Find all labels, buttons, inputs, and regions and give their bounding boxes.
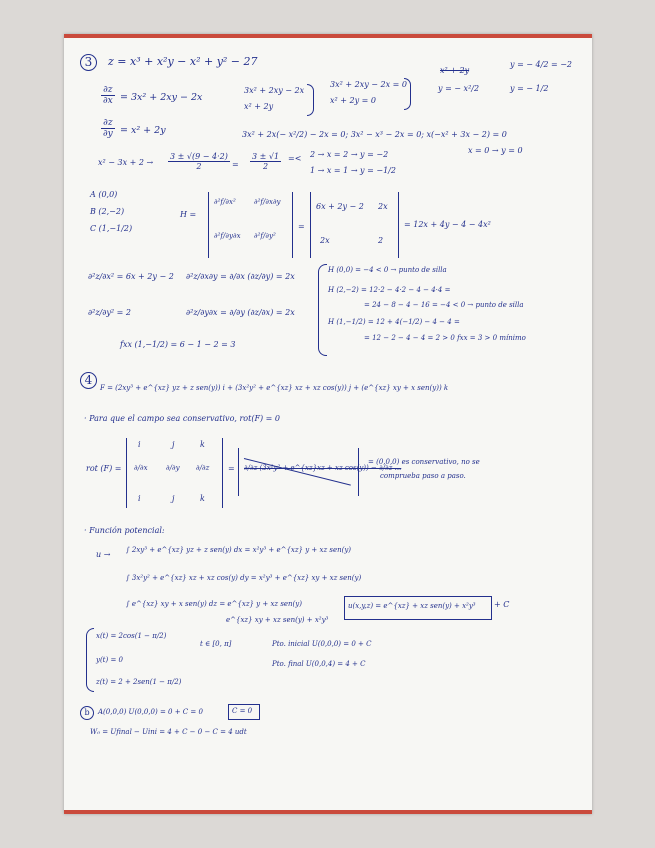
part-b-label: b bbox=[80, 706, 94, 720]
hessian-bar-left bbox=[208, 192, 209, 258]
system1-eq1: 3x² + 2xy − 2x bbox=[244, 86, 305, 95]
second-derivative-yy: ∂²z/∂y² = 2 bbox=[88, 308, 131, 317]
dzdy-fraction: $\frac{\partial z}{\partial y}$ bbox=[103, 118, 113, 139]
boxed-constant: C = 0 bbox=[232, 707, 253, 715]
equals-sign: = bbox=[232, 160, 239, 169]
rot-j: j bbox=[172, 440, 175, 449]
function-definition: z = x³ + x²y − x² + y² − 27 bbox=[108, 55, 258, 68]
page-bottom-edge bbox=[64, 810, 592, 814]
param-x: x(t) = 2cos(1 − π/2) bbox=[96, 632, 167, 640]
rot-i: i bbox=[138, 440, 141, 449]
integral-y: ∫ 3x²y² + e^{xz} xz + xz cos(y) dy = x²y³ + e^{xz} xy + xz sen(y) bbox=[126, 574, 362, 582]
exercise-4-number: 4 bbox=[80, 372, 97, 389]
matrix-11: 6x + 2y − 2 bbox=[316, 202, 364, 211]
crossed-expression: x² + 2y bbox=[440, 66, 470, 75]
y-substitution: y = − x²/2 bbox=[438, 84, 480, 93]
crossed-bar-left bbox=[238, 448, 239, 496]
classification-h00: H (0,0) = −4 < 0 → punto de silla bbox=[328, 266, 447, 274]
rot-k: k bbox=[200, 440, 205, 449]
rot-bar-left bbox=[126, 438, 127, 508]
second-derivative-xx: ∂²z/∂x² = 6x + 2y − 2 bbox=[88, 272, 174, 281]
root-1: 2 → x = 2 → y = −2 bbox=[310, 150, 389, 159]
y-value-2: y = − 1/2 bbox=[510, 84, 549, 93]
integral-z-result: e^{xz} xy + xz sen(y) + x²y³ bbox=[226, 616, 329, 624]
matrix-21: 2x bbox=[320, 236, 330, 245]
crossed-rot-line: ∂/∂z (3x²y² + e^{xz}xz + xz cos(y)) − ∂/∂z ... bbox=[244, 464, 402, 472]
x-zero-solution: x = 0 → y = 0 bbox=[468, 146, 523, 155]
point-a: A (0,0) bbox=[90, 190, 118, 199]
matrix-bar-left bbox=[310, 192, 311, 258]
classification-h2-line1: H (2,−2) = 12·2 − 4·2 − 4 − 4·4 = bbox=[328, 286, 451, 294]
system2-eq1: 3x² + 2xy − 2x = 0 bbox=[330, 80, 407, 89]
initial-point: Pto. inicial U(0,0,0) = 0 + C bbox=[272, 640, 372, 648]
fxx-evaluation: fxx (1,−1/2) = 6 − 1 − 2 = 3 bbox=[120, 340, 236, 349]
root-branch-icon: =< bbox=[288, 154, 302, 163]
hessian-22: ∂²f/∂y² bbox=[254, 232, 276, 240]
equals-sign-3: = bbox=[228, 464, 235, 473]
rot-dy: ∂/∂y bbox=[166, 464, 180, 472]
classification-h1-line1: H (1,−1/2) = 12 + 4(−1/2) − 4 − 4 = bbox=[328, 318, 460, 326]
dzdx-fraction: $\frac{\partial z}{\partial x}$ bbox=[103, 85, 113, 106]
second-derivative-yx: ∂²z/∂y∂x = ∂/∂y (∂z/∂x) = 2x bbox=[186, 308, 295, 317]
parametrization-brace bbox=[86, 628, 94, 692]
y-value-1: y = − 4/2 = −2 bbox=[510, 60, 573, 69]
system1-eq2: x² + 2y bbox=[244, 102, 274, 111]
vector-field: F = (2xy³ + e^{xz} yz + z sen(y)) i + (3x²y² + e^{xz} xz + xz cos(y)) j + (e^{xz} xy + x sen(y)) k bbox=[100, 384, 449, 392]
exercise-3-number: 3 bbox=[80, 54, 97, 71]
u-arrow: u → bbox=[96, 550, 111, 559]
param-z: z(t) = 2 + 2sen(1 − π/2) bbox=[96, 678, 182, 686]
page-top-edge bbox=[64, 34, 592, 38]
system1-brace bbox=[307, 84, 314, 116]
quadratic-formula: $\frac{3 \pm √(9 - 4\cdot 2)}{2}$ bbox=[170, 152, 228, 171]
rot-bottom-i: i bbox=[138, 494, 141, 503]
rot-dz: ∂/∂z bbox=[196, 464, 210, 472]
classification-h1-line2: = 12 − 2 − 4 − 4 = 2 > 0 fxx = 3 > 0 mínimo bbox=[364, 334, 526, 342]
potential-title: · Función potencial: bbox=[84, 526, 165, 535]
param-y: y(t) = 0 bbox=[96, 656, 123, 664]
point-b: B (2,−2) bbox=[90, 207, 125, 216]
part-b-line: A(0,0,0) U(0,0,0) = 0 + C = 0 bbox=[98, 708, 203, 716]
potential-function: u(x,y,z) = e^{xz} + xz sen(y) + x²y³ bbox=[348, 602, 476, 610]
classification-h2-line2: = 24 − 8 − 4 − 16 = −4 < 0 → punto de silla bbox=[364, 301, 524, 309]
hessian-11: ∂²f/∂x² bbox=[214, 198, 236, 206]
matrix-12: 2x bbox=[378, 202, 388, 211]
quadratic: x² − 3x + 2 → bbox=[98, 158, 154, 167]
point-c: C (1,−1/2) bbox=[90, 224, 133, 233]
root-2: 1 → x = 1 → y = −1/2 bbox=[310, 166, 396, 175]
dzdy-expression: = x² + 2y bbox=[120, 125, 166, 136]
rot-label: rot (F) = bbox=[86, 464, 122, 473]
final-point: Pto. final U(0,0,4) = 4 + C bbox=[272, 660, 366, 668]
conservative-intro: · Para que el campo sea conservativo, rot(F) = 0 bbox=[84, 414, 280, 423]
matrix-bar-right bbox=[398, 192, 399, 258]
system2-eq2: x² + 2y = 0 bbox=[330, 96, 376, 105]
second-derivative-xy: ∂²z/∂x∂y = ∂/∂x (∂z/∂y) = 2x bbox=[186, 272, 295, 281]
hessian-12: ∂²f/∂x∂y bbox=[254, 198, 281, 206]
matrix-22: 2 bbox=[378, 236, 384, 245]
quadratic-formula-2: $\frac{3 \pm √1}{2}$ bbox=[252, 152, 280, 171]
rot-result-2: comprueba paso a paso. bbox=[380, 472, 466, 480]
rot-bar-right bbox=[222, 438, 223, 508]
rot-dx: ∂/∂x bbox=[134, 464, 148, 472]
system2-brace bbox=[404, 78, 411, 110]
hessian-bar-right bbox=[292, 192, 293, 258]
integral-z: ∫ e^{xz} xy + x sen(y) dz = e^{xz} y + xz sen(y) bbox=[126, 600, 302, 608]
equals-sign-2: = bbox=[298, 222, 305, 231]
rot-result: = (0,0,0) es conservativo, no se bbox=[368, 458, 480, 466]
t-range: t ∈ [0, π] bbox=[200, 640, 232, 648]
substitution-line: 3x² + 2x(− x²/2) − 2x = 0; 3x² − x³ − 2x = 0; x(−x² + 3x − 2) = 0 bbox=[242, 130, 507, 139]
rot-bottom-k: k bbox=[200, 494, 205, 503]
crossed-bar-right bbox=[358, 448, 359, 496]
dzdx-expression: = 3x² + 2xy − 2x bbox=[120, 92, 203, 103]
hessian-label: H = bbox=[180, 210, 197, 219]
rot-bottom-j: j bbox=[172, 494, 175, 503]
hessian-21: ∂²f/∂y∂x bbox=[214, 232, 241, 240]
integral-x: ∫ 2xy³ + e^{xz} yz + z sen(y) dx = x²y³ + e^{xz} y + xz sen(y) bbox=[126, 546, 352, 554]
classification-brace bbox=[318, 264, 327, 356]
work-result: W₀ = Ufinal − Uini = 4 + C − 0 − C = 4 udt bbox=[90, 728, 247, 736]
hessian-determinant: = 12x + 4y − 4 − 4x² bbox=[404, 220, 491, 229]
plus-constant: + C bbox=[494, 600, 510, 609]
